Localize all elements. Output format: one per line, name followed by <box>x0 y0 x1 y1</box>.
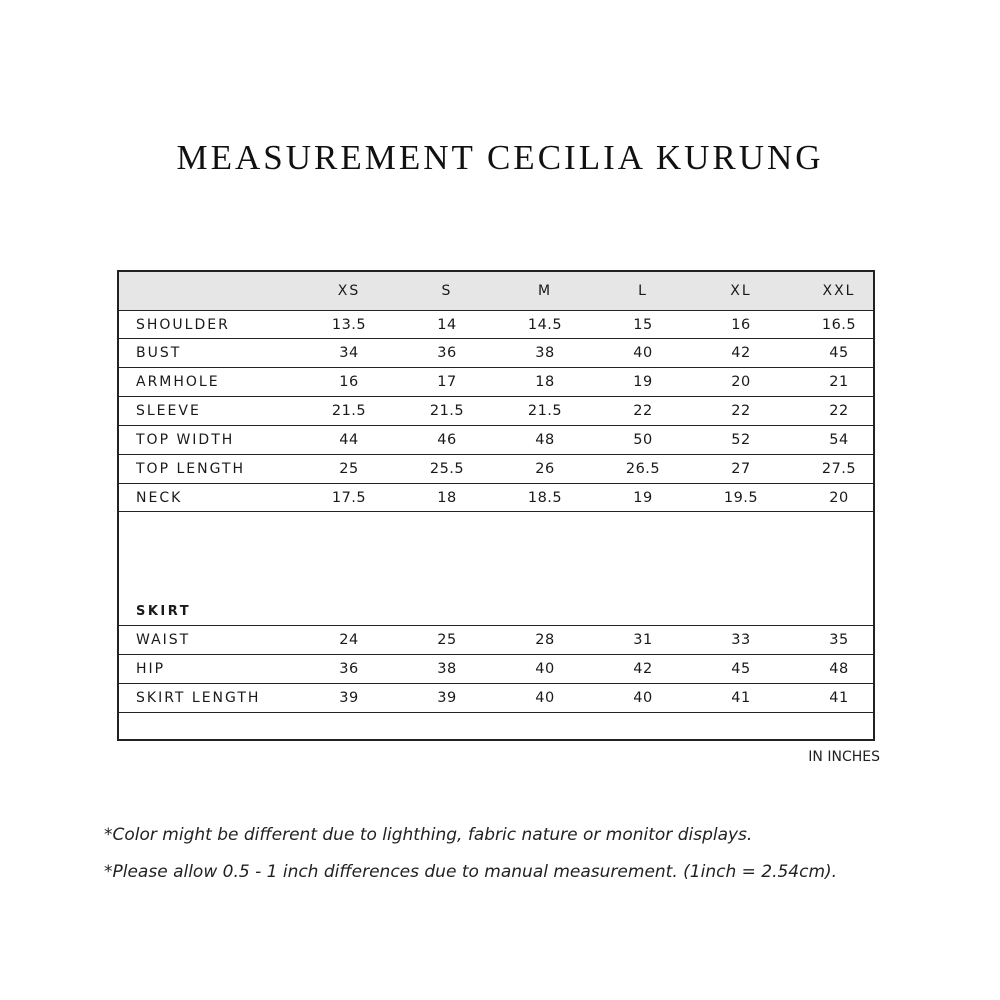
measurement-value: 22 <box>633 403 653 419</box>
row-label: TOP WIDTH <box>136 432 235 448</box>
measurement-value: 50 <box>633 432 653 448</box>
row-label: BUST <box>136 345 182 361</box>
measurement-value: 45 <box>731 661 751 677</box>
table-row <box>119 484 873 512</box>
measurement-value: 22 <box>731 403 751 419</box>
table-row <box>119 655 873 684</box>
measurement-value: 26 <box>535 461 555 477</box>
measurement-value: 31 <box>633 632 653 648</box>
measurement-value: 20 <box>731 374 751 390</box>
measurement-value: 18 <box>437 489 457 506</box>
measurement-value: 41 <box>731 690 751 706</box>
table-row <box>119 426 873 455</box>
measurement-value: 21 <box>829 374 849 390</box>
size-header: XL <box>730 283 752 299</box>
measurement-value: 18 <box>535 374 555 390</box>
section-label: SKIRT <box>136 603 192 619</box>
measurement-value: 20 <box>829 489 849 506</box>
measurement-value: 19.5 <box>723 489 759 506</box>
measurement-value: 17.5 <box>331 489 367 506</box>
table-row <box>119 684 873 713</box>
measurement-value: 40 <box>633 690 653 706</box>
table-row <box>119 397 873 426</box>
row-label: SLEEVE <box>136 403 201 419</box>
measurement-value: 28 <box>535 632 555 648</box>
size-header: S <box>441 283 453 299</box>
size-chart-table <box>117 270 875 741</box>
measurement-value: 36 <box>437 345 457 361</box>
measurement-value: 24 <box>339 632 359 648</box>
measurement-value: 39 <box>339 690 359 706</box>
measurement-value: 19 <box>633 489 653 506</box>
measurement-value: 45 <box>829 345 849 361</box>
table-row <box>119 311 873 339</box>
page-title: MEASUREMENT CECILIA KURUNG <box>176 138 824 177</box>
measurement-value: 42 <box>633 661 653 677</box>
size-header: XS <box>337 283 361 299</box>
measurement-value: 19 <box>633 374 653 390</box>
measurement-value: 54 <box>829 432 849 448</box>
table-header-row <box>119 272 873 311</box>
measurement-value: 39 <box>437 690 457 706</box>
table-row <box>119 455 873 484</box>
size-header: M <box>537 283 553 299</box>
measurement-value: 27.5 <box>821 461 857 477</box>
measurement-value: 14.5 <box>527 316 563 333</box>
measurement-value: 36 <box>339 661 359 677</box>
measurement-value: 40 <box>535 661 555 677</box>
measurement-value: 52 <box>731 432 751 448</box>
measurement-value: 18.5 <box>527 489 563 506</box>
measurement-value: 22 <box>829 403 849 419</box>
size-header: XXL <box>822 283 856 299</box>
measurement-value: 25 <box>339 461 359 477</box>
measurement-value: 21.5 <box>331 403 367 419</box>
row-label: SKIRT LENGTH <box>136 690 261 706</box>
measurement-value: 16.5 <box>821 316 857 333</box>
measurement-value: 42 <box>731 345 751 361</box>
measurement-disclaimer: *Please allow 0.5 - 1 inch differences due to manual measurement. (1inch = 2.54cm). <box>104 862 838 882</box>
measurement-value: 48 <box>829 661 849 677</box>
measurement-value: 25 <box>437 632 457 648</box>
measurement-value: 34 <box>339 345 359 361</box>
empty-row <box>119 713 873 739</box>
row-label: NECK <box>136 489 183 506</box>
measurement-value: 48 <box>535 432 555 448</box>
measurement-value: 38 <box>535 345 555 361</box>
measurement-value: 21.5 <box>527 403 563 419</box>
measurement-value: 27 <box>731 461 751 477</box>
row-label: HIP <box>136 661 166 677</box>
measurement-value: 33 <box>731 632 751 648</box>
unit-note: IN INCHES <box>808 749 880 765</box>
color-disclaimer: *Color might be different due to lighthing, fabric nature or monitor displays. <box>104 825 753 845</box>
measurement-value: 14 <box>437 316 457 333</box>
table-row <box>119 339 873 368</box>
measurement-value: 38 <box>437 661 457 677</box>
row-label: TOP LENGTH <box>136 461 246 477</box>
skirt-section-row <box>119 512 873 626</box>
row-label: ARMHOLE <box>136 374 220 390</box>
row-label: WAIST <box>136 632 191 648</box>
measurement-value: 16 <box>339 374 359 390</box>
table-row <box>119 368 873 397</box>
measurement-value: 44 <box>339 432 359 448</box>
measurement-value: 21.5 <box>429 403 465 419</box>
measurement-value: 40 <box>633 345 653 361</box>
measurement-value: 16 <box>731 316 751 333</box>
measurement-value: 35 <box>829 632 849 648</box>
measurement-value: 41 <box>829 690 849 706</box>
measurement-value: 25.5 <box>429 461 465 477</box>
measurement-value: 17 <box>437 374 457 390</box>
measurement-value: 26.5 <box>625 461 661 477</box>
row-label: SHOULDER <box>136 316 230 333</box>
size-header: L <box>638 283 648 299</box>
measurement-value: 40 <box>535 690 555 706</box>
measurement-value: 13.5 <box>331 316 367 333</box>
table-row <box>119 626 873 655</box>
measurement-value: 46 <box>437 432 457 448</box>
measurement-value: 15 <box>633 316 653 333</box>
